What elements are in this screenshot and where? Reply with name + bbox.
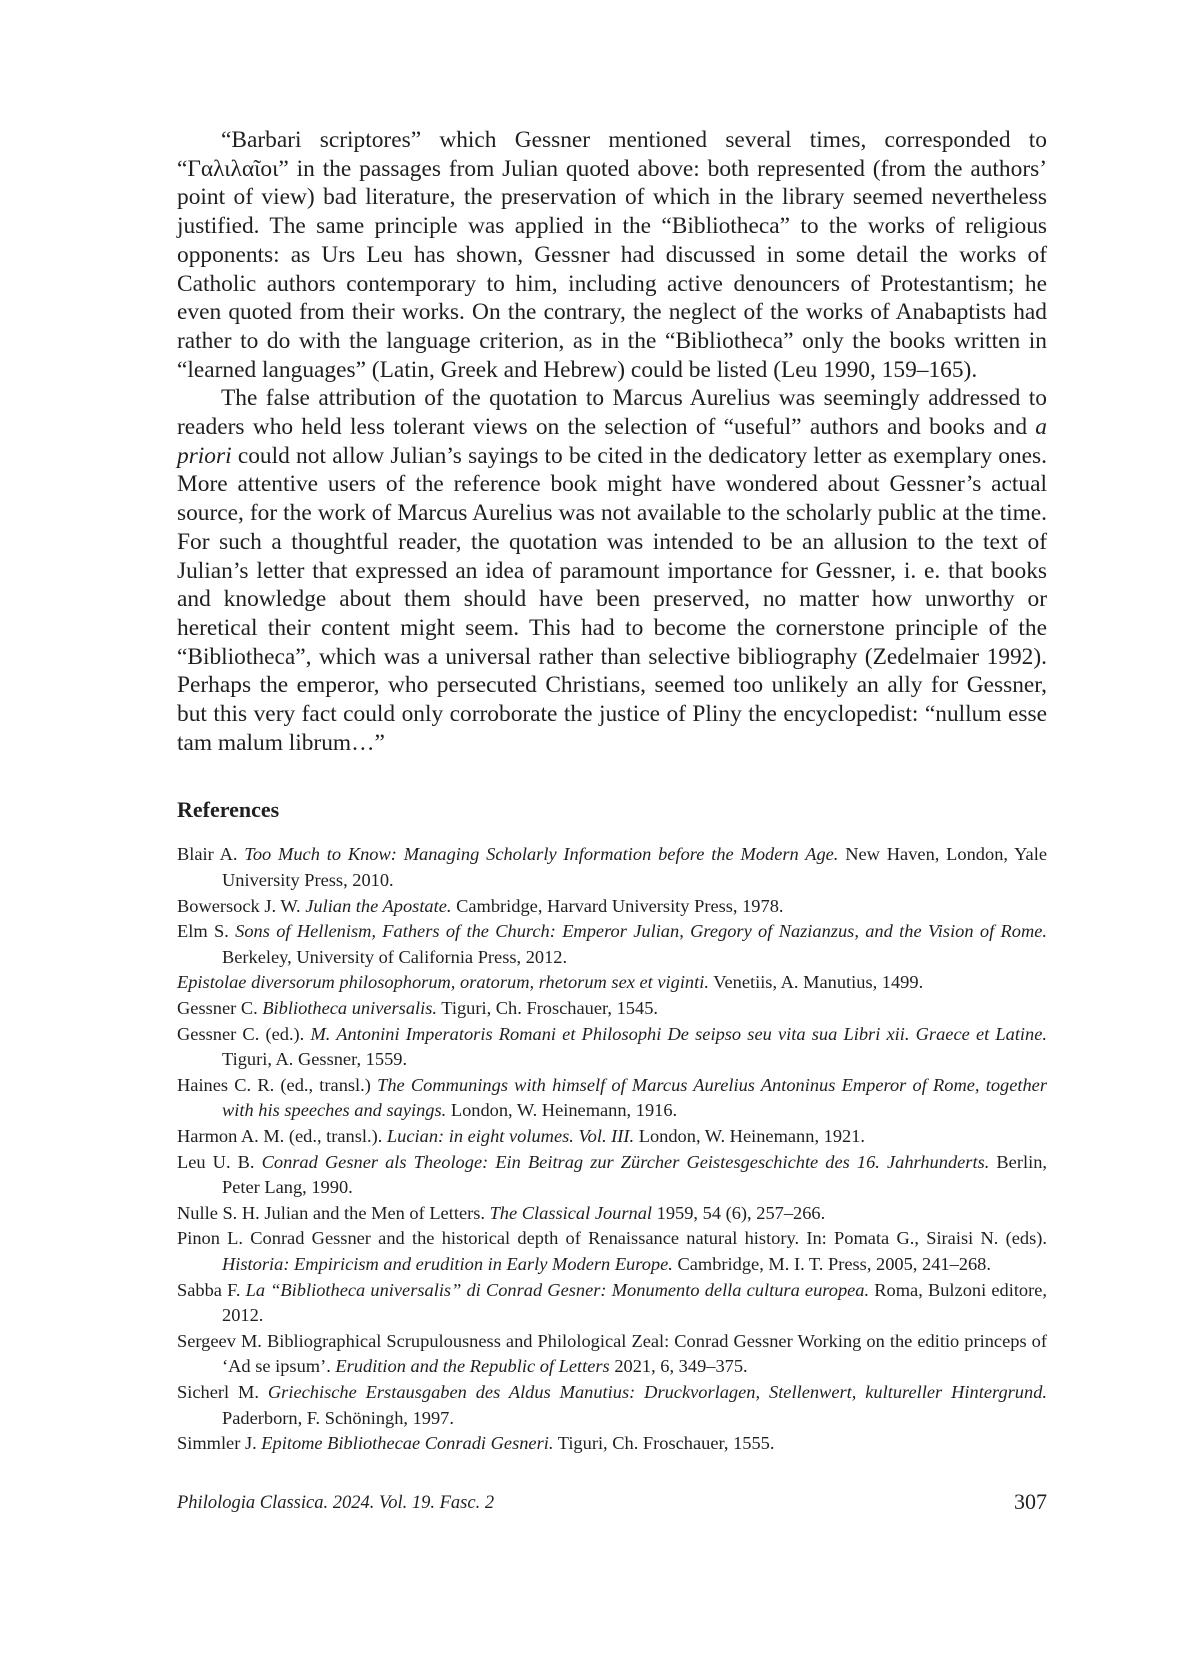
reference-author: Bowersock J. W. <box>177 895 306 916</box>
reference-title: La “Bibliotheca universalis” di Conrad Gesner: Monumento della cultura europea. <box>245 1279 870 1300</box>
reference-item <box>177 1380 1047 1431</box>
reference-title: Erudition and the Republic of Letters <box>335 1356 610 1377</box>
reference-item <box>177 996 1047 1022</box>
reference-publication: London, W. Heinemann, 1916. <box>446 1100 678 1121</box>
reference-item <box>177 1431 1047 1457</box>
reference-title: Julian the Apostate. <box>305 895 452 916</box>
reference-title: Too Much to Know: Managing Scholarly Information before the Modern Age. <box>244 844 839 865</box>
reference-publication: Berlin, Peter Lang, 1990. <box>222 1151 1047 1198</box>
references-heading: References <box>177 797 280 823</box>
paragraph-1: “Barbari scriptores” which Gessner mentioned several times, corresponded to “Γαλιλαῖοι” in the passages from Julian quoted above: both represented (from the authors’ point of view) bad literature, the preservation of which in the library seemed nevertheless justified. The same principle was applied in the “Bibliotheca” to the works of religious opponents: as Urs Leu has shown, Gessner had discussed in some detail the works of Catholic authors contemporary to him, including active denouncers of Protestantism; he even quoted from their works. On the contrary, the neglect of the works of Anabaptists had rather to do with the language criterion, as in the “Bibliotheca” only the books written in “learned languages” (Latin, Greek and Hebrew) could be listed (Leu 1990, 159–165). <box>177 127 1047 383</box>
reference-item <box>177 970 1047 996</box>
reference-title: Griechische Erstausgaben des Aldus Manutius: Druckvorlagen, Stellenwert, kultureller Hintergrund. <box>267 1381 1047 1402</box>
reference-author: Simmler J. <box>177 1433 262 1454</box>
reference-item <box>177 1022 1047 1073</box>
reference-publication: Tiguri, Ch. Froschauer, 1555. <box>553 1433 775 1454</box>
reference-item <box>177 1150 1047 1201</box>
paragraph-2-part-1: The false attribution of the quotation to Marcus Aurelius was seemingly addressed to readers who held less tolerant views on the selection of “useful” authors and books and <box>177 385 1047 441</box>
reference-publication: Berkeley, University of California Press, 2012. <box>222 946 568 967</box>
reference-publication: 2021, 6, 349–375. <box>609 1356 748 1377</box>
reference-publication: New Haven, London, Yale University Press, 2010. <box>222 844 1047 891</box>
reference-title: Epitome Bibliothecae Conradi Gesneri. <box>261 1433 554 1454</box>
reference-title: Lucian: in eight volumes. Vol. III. <box>386 1126 635 1146</box>
reference-title: Bibliotheca universalis. <box>262 998 437 1019</box>
reference-author: Haines C. R. (ed., transl.) <box>177 1074 378 1095</box>
reference-author: Pinon L. Conrad Gessner and the historical depth of Renaissance natural history. In: Pomata G., Siraisi N. (eds). <box>177 1228 1047 1249</box>
reference-item <box>177 1073 1047 1124</box>
journal-citation: Philologia Classica. 2024. Vol. 19. Fasc. 2 <box>177 1493 495 1513</box>
page-content <box>177 126 1047 1457</box>
reference-author: Sergeev M. Bibliographical Scrupulousness and Philological Zeal: Conrad Gessner Working on the editio princeps of ‘Ad se ipsum’. <box>177 1330 1047 1377</box>
reference-publication: Paderborn, F. Schöningh, 1997. <box>222 1407 454 1428</box>
reference-publication: Tiguri, Ch. Froschauer, 1545. <box>437 998 658 1019</box>
reference-publication: Tiguri, A. Gessner, 1559. <box>222 1049 408 1070</box>
body-text <box>177 126 1047 757</box>
reference-author: Elm S. <box>177 921 236 942</box>
reference-item <box>177 894 1047 920</box>
page-footer <box>177 1489 1047 1519</box>
reference-title: The Communings with himself of Marcus Aurelius Antoninus Emperor of Rome, together with his speeches and sayings. <box>222 1074 1047 1121</box>
reference-title: The Classical Journal <box>489 1202 653 1223</box>
references-list <box>177 842 1047 1456</box>
reference-publication: Roma, Bulzoni editore, 2012. <box>222 1279 1048 1326</box>
reference-title: Sons of Hellenism, Fathers of the Church: Emperor Julian, Gregory of Nazianzus, and the Vision of Rome. <box>235 921 1047 942</box>
reference-author: Gessner C. <box>177 998 263 1019</box>
paragraph-2 <box>177 384 1047 757</box>
reference-item <box>177 1124 1047 1150</box>
reference-title: Epistolae diversorum philosophorum, oratorum, rhetorum sex et viginti. <box>177 972 709 993</box>
reference-item <box>177 1329 1047 1380</box>
reference-publication: 1959, 54 (6), 257–266. <box>652 1202 826 1223</box>
paragraph-2-part-2: could not allow Julian’s sayings to be cited in the dedicatory letter as exemplary ones. More attentive users of the reference book might have wondered about Gessner’s actual source, for the work of Marcus Aurelius was not available to the scholarly public at the time. For such a thoughtful reader, the quotation was intended to be an allusion to the text of Julian’s letter that expressed an idea of paramount importance for Gessner, i. e. that books and knowledge about them should have been preserved, no matter how unworthy or heretical their content might seem. This had to become the cornerstone principle of the “Bibliotheca”, which was a universal rather than selective bibliography (Zedelmaier 1992). Perhaps the emperor, who persecuted Christians, seemed too unlikely an ally for Gessner, but this very fact could only corroborate the justice of Pliny the encyclopedist: “nullum esse tam malum librum…” <box>177 442 1047 756</box>
reference-item <box>177 1201 1047 1227</box>
reference-author: Sabba F. <box>177 1279 246 1300</box>
reference-item <box>177 842 1047 893</box>
reference-item <box>177 1226 1047 1277</box>
page-number: 307 <box>1014 1489 1047 1514</box>
paragraph-2-italic: a priori <box>177 414 1047 469</box>
reference-publication: London, W. Heinemann, 1921. <box>634 1126 866 1146</box>
reference-author: Harmon A. M. (ed., transl.). <box>177 1126 387 1146</box>
reference-title: Conrad Gesner als Theologe: Ein Beitrag zur Zürcher Geistesgeschichte des 16. Jahrhunderts. <box>261 1151 990 1172</box>
reference-item <box>177 1278 1047 1329</box>
reference-author: Gessner C. (ed.). <box>177 1023 311 1044</box>
reference-author: Blair A. <box>177 844 245 865</box>
reference-publication: Venetiis, A. Manutius, 1499. <box>708 972 924 993</box>
reference-title: Historia: Empiricism and erudition in Early Modern Europe. <box>222 1253 673 1274</box>
reference-author: Leu U. B. <box>177 1151 262 1172</box>
reference-title: M. Antonini Imperatoris Romani et Philosophi De seipso seu vita sua Libri xii. Graece et Latine. <box>310 1023 1048 1044</box>
reference-item <box>177 919 1047 970</box>
reference-publication: Cambridge, M. I. T. Press, 2005, 241–268. <box>672 1253 991 1274</box>
reference-author: Sicherl M. <box>177 1381 268 1402</box>
reference-publication: Cambridge, Harvard University Press, 1978. <box>451 895 784 916</box>
reference-author: Nulle S. H. Julian and the Men of Letters. <box>177 1202 490 1223</box>
